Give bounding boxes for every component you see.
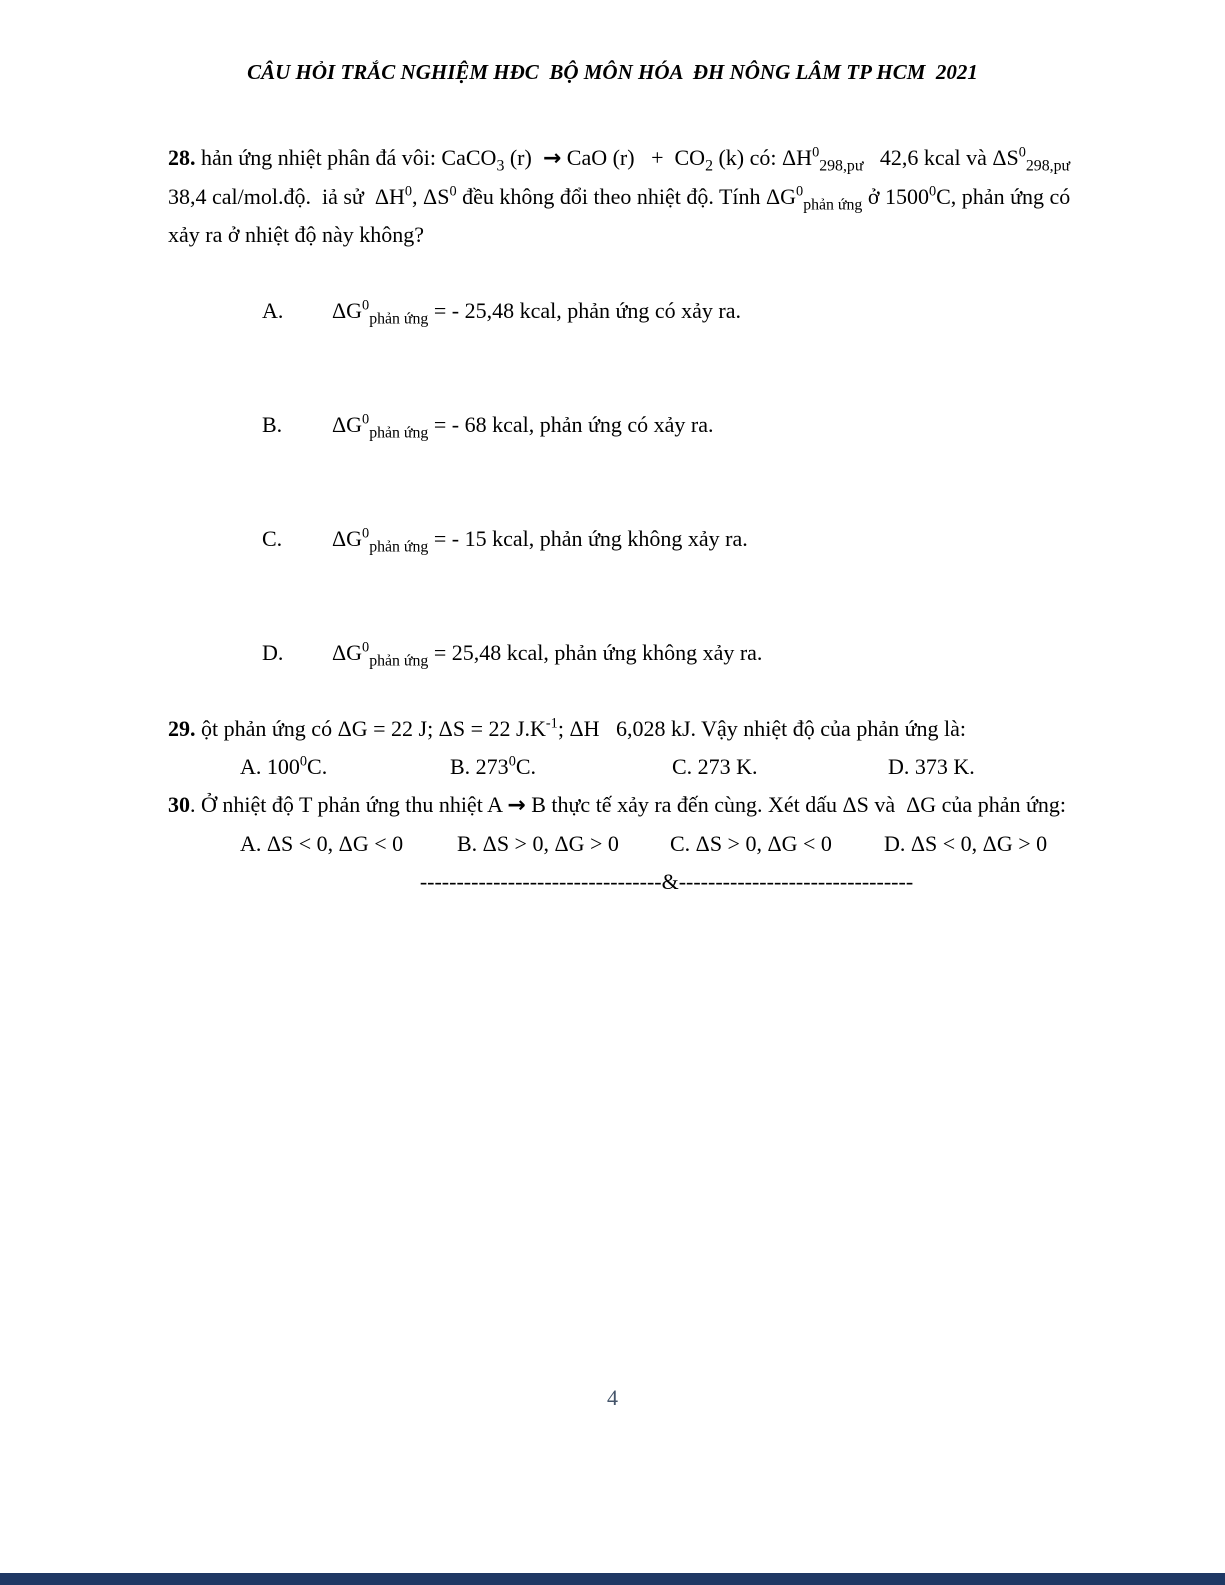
section-divider: ---------------------------------&--------------------------------	[419, 869, 914, 894]
document-content	[168, 139, 1085, 901]
question-29-option-c: C. 273 K.	[672, 754, 758, 779]
question-28-option-d	[168, 596, 1085, 710]
question-30	[168, 786, 1085, 825]
question-30-text: . Ở nhiệt độ T phản ứng thu nhiệt A → B thực tế xảy ra đến cùng. Xét dấu ΔS và ΔG của phản ứng:	[190, 792, 1066, 818]
question-30-option-d: D. ΔS < 0, ΔG > 0	[884, 831, 1048, 856]
question-28-text: hản ứng nhiệt phân đá vôi: CaCO$_3$ (r) → CaO $(r) + CO_2$ (k) có: $\Delta H^0_{298,pư}$ 42,6 kcal và $\Delta S^0_{298,pư}$ 38,4 cal/mol.độ. iả sử $\Delta H^0$, $\Delta S^0$ đều không đổi theo nhiệt độ. Tính $\Delta G^0_{phản ứng}$ ở 1500$^0$C, phản ứng có xảy ra ở nhiệt độ này không?	[168, 144, 1087, 247]
question-30-options	[168, 825, 1085, 863]
option-letter: C.	[262, 526, 283, 551]
option-text: $\Delta G^0_{phản ứng}$ = - 25,48 kcal, phản ứng có xảy ra.	[332, 297, 742, 328]
option-text: $\Delta G^0_{phản ứng} = 25,48$ kcal, phản ứng không xảy ra.	[332, 639, 763, 670]
question-28-number: 28.	[168, 145, 196, 170]
question-30-option-c: C. ΔS > 0, ΔG < 0	[670, 831, 832, 856]
question-29-option-d: D. 373 K.	[888, 754, 975, 779]
question-30-option-b: B. ΔS > 0, ΔG > 0	[457, 831, 619, 856]
question-29-options	[168, 748, 1085, 786]
page-header: CÂU HỎI TRẮC NGHIỆM HĐC BỘ MÔN HÓA ĐH NÔNG LÂM TP HCM 2021	[247, 60, 978, 84]
question-30-option-a: A. ΔS < 0, ΔG < 0	[240, 831, 404, 856]
question-29-option-b: B. $273^0C$.	[450, 753, 537, 779]
option-text: $\Delta G^0_{phản ứng}$ = - 15 kcal, phản ứng không xảy ra.	[332, 525, 748, 556]
option-text: $\Delta G^0_{phản ứng}$ = - 68 kcal, phản ứng có xảy ra.	[332, 411, 714, 442]
footer-bar	[0, 1573, 1225, 1585]
option-letter: D.	[262, 640, 284, 665]
question-29-option-a: A. $100^0C$.	[240, 753, 328, 779]
question-28	[168, 139, 1085, 254]
question-28-option-b	[168, 368, 1085, 482]
page-number: 4	[607, 1385, 618, 1410]
option-letter: A.	[262, 298, 284, 323]
question-29-number: 29.	[168, 716, 196, 741]
question-28-option-a	[168, 254, 1085, 368]
question-28-option-c	[168, 482, 1085, 596]
option-letter: B.	[262, 412, 283, 437]
question-30-number: 30	[168, 792, 190, 817]
question-29	[168, 710, 1085, 748]
question-29-text: ột phản ứng có ΔG = 22 J; ΔS = 22 $J.K^{-1}$; ΔH 6,028 kJ. Vậy nhiệt độ của phản ứng là:	[195, 715, 967, 741]
